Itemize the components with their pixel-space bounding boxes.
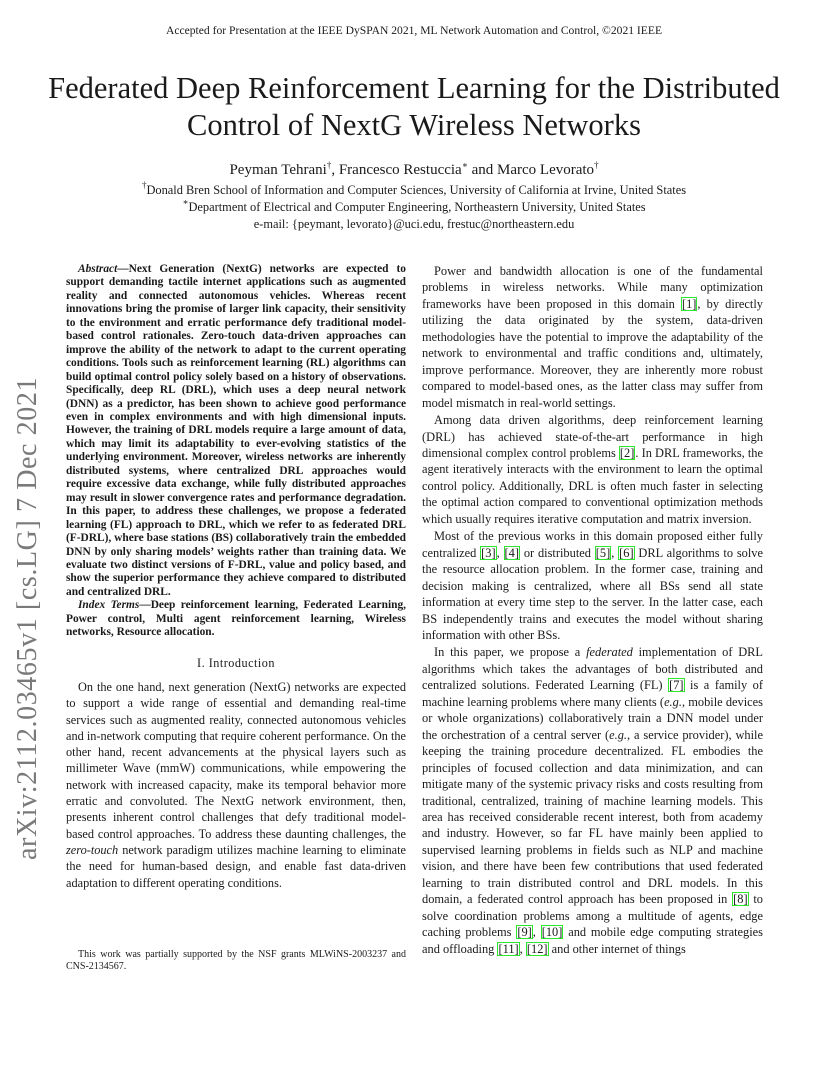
paragraph-text: . In DRL frameworks, the agent iteratively interacts with the environment to learn the optimal control policy. Additionally, DRL is often much faster in selecting the optimal action compared to conventional optimization methods which usually requires iterative computation and matrix inversion. bbox=[422, 445, 763, 526]
citation-link[interactable]: [12] bbox=[526, 941, 548, 956]
funding-footnote: This work was partially supported by the NSF grants MLWiNS-2003237 and CNS-2134567. bbox=[66, 949, 406, 972]
intro-paragraph bbox=[422, 412, 763, 527]
separator: , bbox=[331, 162, 339, 178]
affiliation-mark: † bbox=[326, 160, 332, 170]
arxiv-identifier-stamp: arXiv:2112.03465v1 [cs.LG] 7 Dec 2021 bbox=[12, 376, 43, 860]
paragraph-text: , a service provider), while keeping the training procedure decentralized. FL embodies the principles of focused collection and data minimization, and can mitigate many of the systemic privacy risks and costs resulting from traditional, centralized, training of machine learning models. This area has received considerable recent interest, both from academy and industry. However, so far FL have mainly been applied to supervised learning problems in fields such as NLP and machine vision, and there have been few contributions that used federated learning to train distributed control and DRL models. In this domain, a federated control approach has been proposed in bbox=[422, 727, 763, 907]
affiliation-uci bbox=[0, 180, 828, 198]
author-emails: e-mail: {peymant, levorato}@uci.edu, frestuc@northeastern.edu bbox=[253, 217, 575, 231]
separator: , bbox=[611, 545, 619, 560]
paragraph-text: implementation of DRL algorithms which takes the advantages of both distributed and centralized solutions. Federated Learning (FL) bbox=[422, 645, 763, 693]
acceptance-note: Accepted for Presentation at the IEEE DySPAN 2021, ML Network Automation and Control, ©2021 IEEE bbox=[165, 24, 663, 37]
citation-link[interactable]: [8] bbox=[733, 892, 748, 907]
citation-link[interactable]: [11] bbox=[498, 941, 519, 956]
paragraph-text: , by directly utilizing the data originated by the system, data-driven methodologies have the potential to improve the adaptability of the network to environmental and traffic conditions and, ultimately, improve performance. Moreover, they are inherently more robust compared to model-based ones, as the latter class may suffer from model mismatch in real-world settings. bbox=[422, 296, 763, 410]
emphasized-term: e.g. bbox=[609, 727, 627, 742]
citation-link[interactable]: [4] bbox=[504, 545, 519, 560]
index-terms-text: —Deep reinforcement learning, Federated Learning, Power control, Multi agent reinforcement learning, Wireless networks, Resource allocation. bbox=[66, 599, 406, 639]
paragraph-text: to solve coordination problems among a multitude of agents, edge caching problems bbox=[422, 892, 763, 940]
citation-link[interactable]: [6] bbox=[619, 545, 634, 560]
affiliation-mark: † bbox=[141, 180, 147, 190]
intro-paragraph bbox=[66, 679, 406, 891]
author-list bbox=[0, 162, 828, 179]
paragraph-text: Among data driven algorithms, deep reinforcement learning (DRL) has achieved state-of-the-art performance in high dimensional complex control problems bbox=[422, 413, 763, 460]
paragraph-text: In this paper, we propose a bbox=[434, 645, 587, 660]
author-name: Peyman Tehrani bbox=[229, 162, 327, 178]
paragraph-text: network paradigm utilizes machine learning to eliminate the need for human-based design, and enable fast data-driven adaptation to different operating conditions. bbox=[66, 842, 406, 890]
affiliation-text: Donald Bren School of Information and Computer Sciences, University of California at Irvine, United States bbox=[146, 183, 687, 197]
affiliation-northeastern bbox=[0, 197, 828, 215]
paragraph-text: Most of the previous works in this domain proposed either fully centralized bbox=[422, 529, 763, 560]
intro-paragraph bbox=[422, 528, 763, 643]
paragraph-text: and mobile edge computing strategies and offloading bbox=[422, 925, 763, 956]
paragraph-text: , mobile devices or whole organizations) collaboratively train a DNN model under the orchestration of a central server ( bbox=[422, 694, 763, 742]
section-heading-introduction: I. Introduction bbox=[197, 655, 275, 670]
affiliation-mark: ∗ bbox=[461, 160, 468, 170]
separator: , bbox=[496, 545, 504, 560]
emphasized-term: e.g. bbox=[664, 694, 682, 709]
citation-link[interactable]: [3] bbox=[481, 545, 496, 560]
citation-link[interactable]: [5] bbox=[595, 545, 611, 560]
left-column bbox=[66, 263, 406, 892]
intro-paragraph bbox=[422, 644, 763, 957]
abstract-lead: Abstract bbox=[78, 263, 118, 275]
paragraph-text: or distributed bbox=[520, 545, 595, 560]
separator: , bbox=[532, 925, 541, 940]
emphasized-term: zero-touch bbox=[66, 842, 119, 857]
affiliation-mark: ∗ bbox=[182, 197, 189, 207]
index-terms bbox=[66, 599, 406, 639]
paper-title: Federated Deep Reinforcement Learning for the Distributed Control of NextG Wireless Networks bbox=[48, 71, 780, 142]
separator: and bbox=[467, 162, 498, 178]
index-terms-lead: Index Terms bbox=[78, 599, 140, 612]
paragraph-text: Power and bandwidth allocation is one of the fundamental problems in wireless networks. While many optimization frameworks have been proposed in this domain bbox=[422, 264, 763, 311]
citation-link[interactable]: [10] bbox=[541, 925, 563, 940]
affiliation-text: Department of Electrical and Computer Engineering, Northeastern University, United States bbox=[188, 200, 646, 214]
author-name: Francesco Restuccia bbox=[338, 162, 462, 178]
paragraph-text: is a family of machine learning problems where many clients ( bbox=[422, 678, 764, 709]
right-column bbox=[422, 263, 763, 958]
citation-link[interactable]: [2] bbox=[619, 445, 635, 460]
paragraph-text: and other internet of things bbox=[548, 941, 686, 956]
paragraph-text: DRL algorithms to solve the resource allocation problem. In the former case, training and decision making is centralized, where all BSs send all state information at every time step to the server. In the latter case, each BS independently trains and executes the model without sharing information with other BSs. bbox=[422, 545, 763, 642]
affiliation-mark: † bbox=[594, 160, 599, 170]
emphasized-term: federated bbox=[586, 645, 633, 660]
separator: , bbox=[519, 941, 526, 956]
abstract bbox=[66, 263, 406, 599]
abstract-text: —Next Generation (NextG) networks are expected to support demanding tactile internet applications such as augmented reality and connected autonomous vehicles. Whereas recent innovations bring the promise of larger link capacity, their sensitivity to the environment and erratic performance defy traditional model-based control rationales. Zero-touch data-driven approaches can improve the ability of the network to adapt to the current operating conditions. Tools such as reinforcement learning (RL) algorithms can build optimal control policy solely based on a history of observations. Specifically, deep RL (DRL), which uses a deep neural network (DNN) as a predictor, has been shown to achieve good performance even in complex environments and with high dimensional inputs. However, the training of DRL models require a large amount of data, which may limit its adaptability to ever-evolving statistics of the underlying environment. Moreover, wireless networks are inherently distributed systems, where centralized DRL approaches would require excessive data exchange, while fully distributed approaches may result in slower convergence rates and performance degradation. In this paper, to address these challenges, we propose a federated learning (FL) approach to DRL, which we refer to as federated DRL (F-DRL), where base stations (BS) collaboratively train the embedded DNN by only sharing models’ weights rather than training data. We evaluate two distinct versions of F-DRL, value and policy based, and show the superior performance they achieve compared to distributed and centralized DRL. bbox=[66, 263, 406, 598]
citation-link[interactable]: [1] bbox=[681, 296, 697, 311]
citation-link[interactable]: [7] bbox=[669, 678, 684, 693]
author-name: Marco Levorato bbox=[497, 162, 595, 178]
paragraph-text: On the one hand, next generation (NextG) networks are expected to support a wide range of essential and demanding real-time services such as augmented reality, connected autonomous vehicles and in-network computing that require coherent performance. On the other hand, recent advancements at the physical layers such as millimeter Wave (mmW) communications, while empowering the network with increased capacity, make its temporal behavior more erratic and convoluted. The NextG network environment, then, presents inherent control challenges that defy traditional model-based control approaches. To address these daunting challenges, the bbox=[66, 679, 406, 841]
citation-link[interactable]: [9] bbox=[517, 925, 532, 940]
intro-paragraph bbox=[422, 263, 763, 411]
